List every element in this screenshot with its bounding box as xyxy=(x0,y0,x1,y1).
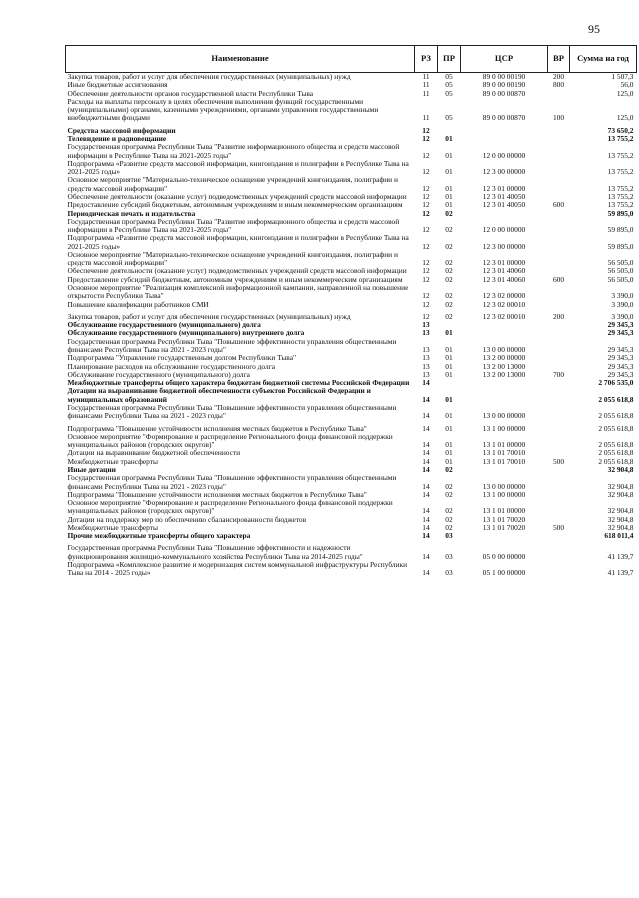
row-rz: 12 xyxy=(422,258,430,268)
row-vr xyxy=(548,160,570,177)
table-row xyxy=(66,143,637,160)
row-name: Межбюджетные трансферты общего характера бюджетам бюджетной системы Российской Федерации xyxy=(67,378,410,388)
table-row xyxy=(66,474,637,491)
row-name: Обеспечение деятельности (оказание услуг) подведомственных учреждений средств массовой информации xyxy=(67,266,407,276)
row-csr: 12 3 00 00000 xyxy=(482,167,526,177)
row-name: Обеспечение деятельности (оказание услуг) подведомственных учреждений средств массовой информации xyxy=(67,191,407,201)
row-vr xyxy=(548,176,570,193)
row-rz: 14 xyxy=(422,448,430,458)
row-csr: 13 0 00 00000 xyxy=(482,481,526,491)
row-rz: 14 xyxy=(422,531,430,541)
row-pr: 02 xyxy=(445,266,453,276)
row-name: Средства массовой информации xyxy=(67,125,176,135)
row-pr: 01 xyxy=(445,200,453,210)
row-pr: 01 xyxy=(445,440,453,450)
row-sum: 618 011,4 xyxy=(604,531,634,541)
row-vr xyxy=(548,466,570,474)
row-name: Основное мероприятие "Формирование и распределение Регионального фонда финансовой поддержки муниципальных районов (городских округов)" xyxy=(67,498,393,516)
row-name: Иные дотации xyxy=(67,464,116,474)
table-row xyxy=(66,160,637,177)
row-csr: 12 3 00 00000 xyxy=(482,241,526,251)
row-rz: 14 xyxy=(422,411,430,421)
row-csr xyxy=(461,387,548,404)
row-pr: 05 xyxy=(445,80,453,90)
row-rz: 12 xyxy=(422,266,430,276)
row-rz: 14 xyxy=(422,481,430,491)
row-pr: 02 xyxy=(445,225,453,235)
row-sum: 1 507,3 xyxy=(611,72,634,81)
row-name: Обслуживание государственного (муниципального) внутреннего долга xyxy=(67,328,305,338)
row-sum: 29 345,3 xyxy=(607,320,634,330)
row-vr: 600 xyxy=(552,274,565,284)
row-vr xyxy=(548,387,570,404)
row-sum: 2 055 618,8 xyxy=(598,423,634,433)
row-pr: 05 xyxy=(445,113,453,123)
row-sum: 41 139,7 xyxy=(607,568,634,578)
row-pr: 03 xyxy=(445,568,453,578)
row-csr: 13 1 01 70010 xyxy=(482,456,526,466)
row-sum: 2 055 618,8 xyxy=(598,411,634,421)
row-name: Периодическая печать и издательства xyxy=(67,208,196,218)
row-name: Дотации на выравнивание бюджетной обеспеченности xyxy=(67,448,241,458)
header-vr: ВР xyxy=(548,46,570,73)
header-name: Наименование xyxy=(66,46,415,73)
row-rz: 13 xyxy=(422,353,430,363)
row-pr: 02 xyxy=(445,514,453,524)
row-vr xyxy=(548,210,570,218)
header-rz: РЗ xyxy=(415,46,438,73)
row-csr xyxy=(461,321,548,329)
row-name: Подпрограмма «Комплексное развитие и модернизация систем коммунальной инфраструктуры Республики Тыва на 2014 - 2025 годы» xyxy=(67,560,408,578)
table-row xyxy=(66,404,637,421)
row-name: Межбюджетные трансферты xyxy=(67,456,158,466)
row-rz: 11 xyxy=(422,80,430,90)
row-pr: 01 xyxy=(445,369,453,379)
row-csr: 12 0 00 00000 xyxy=(482,225,526,235)
row-name: Государственная программа Республики Тыва "Повышение эффективности управления общественными финансами Республики Тыва на 2021 - 2023 годы" xyxy=(67,473,397,491)
row-sum: 59 895,0 xyxy=(607,208,634,218)
row-pr: 05 xyxy=(445,88,453,98)
row-csr: 13 1 01 00000 xyxy=(482,440,526,450)
row-vr: 200 xyxy=(552,72,565,81)
row-name: Государственная программа Республики Тыва "Развитие информационного общества и средств массовой информации в Республике Тыва на 2021-2025 годы" xyxy=(67,216,400,235)
row-pr: 02 xyxy=(445,274,453,284)
row-name: Дотации на выравнивание бюджетной обеспеченности субъектов Российской Федерации и муниципальных образований xyxy=(67,386,371,404)
row-vr: 800 xyxy=(552,80,565,90)
row-rz: 14 xyxy=(422,522,430,532)
row-name: Иные бюджетные ассигнования xyxy=(67,80,168,90)
row-name: Межбюджетные трансферты xyxy=(67,522,158,532)
row-rz: 13 xyxy=(422,320,430,330)
row-pr: 01 xyxy=(445,394,453,404)
row-name: Подпрограмма «Развитие средств массовой информации, книгоиздания и полиграфии в Республике Тыва на 2021-2025 годы» xyxy=(67,233,409,251)
row-rz: 11 xyxy=(422,113,430,123)
row-rz: 12 xyxy=(422,125,430,135)
row-csr: 89 0 00 00870 xyxy=(482,113,526,123)
row-csr: 89 0 00 00190 xyxy=(482,80,526,90)
row-vr: 700 xyxy=(552,369,565,379)
row-vr xyxy=(548,143,570,160)
row-name: Подпрограмма "Повышение устойчивости исполнения местных бюджетов в Республике Тыва" xyxy=(67,423,367,433)
row-rz: 12 xyxy=(422,208,430,218)
row-sum: 32 904,8 xyxy=(607,481,634,491)
row-vr xyxy=(548,354,570,362)
row-csr: 05 0 00 00000 xyxy=(482,551,526,561)
row-vr xyxy=(548,218,570,235)
row-pr: 01 xyxy=(445,167,453,177)
row-csr: 12 3 01 40060 xyxy=(482,274,526,284)
row-csr: 12 3 01 00000 xyxy=(482,183,526,193)
row-csr: 05 1 00 00000 xyxy=(482,568,526,578)
row-rz: 12 xyxy=(422,274,430,284)
table-row xyxy=(66,284,637,301)
row-pr: 01 xyxy=(445,411,453,421)
row-csr: 89 0 00 00190 xyxy=(482,72,526,81)
row-name: Предоставление субсидий бюджетным, автономным учреждениям и иным некоммерческим организациям xyxy=(67,274,403,284)
row-pr: 02 xyxy=(445,299,453,309)
row-csr xyxy=(461,127,548,135)
row-csr: 13 0 00 00000 xyxy=(482,411,526,421)
table-row xyxy=(66,544,637,561)
row-pr: 02 xyxy=(445,241,453,251)
row-vr xyxy=(548,379,570,387)
row-rz: 14 xyxy=(422,489,430,499)
row-vr: 100 xyxy=(552,113,565,123)
row-sum: 32 904,8 xyxy=(607,464,634,474)
budget-table xyxy=(65,45,637,578)
row-csr xyxy=(461,532,548,540)
table-row xyxy=(66,176,637,193)
row-pr: 01 xyxy=(445,448,453,458)
row-pr: 01 xyxy=(445,150,453,160)
row-csr: 13 2 00 13000 xyxy=(482,369,526,379)
row-name: Государственная программа Республики Тыва "Повышение эффективности управления общественными финансами Республики Тыва на 2021 - 2023 годы" xyxy=(67,402,397,421)
row-csr: 13 1 01 70020 xyxy=(482,522,526,532)
row-vr xyxy=(548,234,570,251)
row-vr: 500 xyxy=(552,456,565,466)
row-csr: 12 3 02 00000 xyxy=(482,291,526,301)
table-row xyxy=(66,499,637,516)
table-header xyxy=(66,46,637,73)
page-number: 95 xyxy=(588,22,600,36)
row-sum: 13 755,2 xyxy=(607,167,634,177)
row-pr: 05 xyxy=(445,72,453,81)
row-sum: 3 390,0 xyxy=(611,311,634,321)
row-pr: 01 xyxy=(445,361,453,371)
row-sum: 2 055 618,8 xyxy=(598,448,634,458)
row-csr: 12 0 00 00000 xyxy=(482,150,526,160)
row-sum: 32 904,8 xyxy=(607,489,634,499)
row-pr: 03 xyxy=(445,531,453,541)
row-name: Подпрограмма "Повышение устойчивости исполнения местных бюджетов в Республике Тыва" xyxy=(67,489,367,499)
table-row xyxy=(66,458,637,466)
table-row xyxy=(66,251,637,268)
row-pr: 02 xyxy=(445,522,453,532)
row-vr xyxy=(548,127,570,135)
row-csr: 12 3 01 40060 xyxy=(482,266,526,276)
row-sum: 41 139,7 xyxy=(607,551,634,561)
row-name: Обеспечение деятельности органов государственной власти Республики Тыва xyxy=(67,88,314,98)
row-sum: 2 706 535,0 xyxy=(598,378,634,388)
row-name: Повышение квалификации работников СМИ xyxy=(67,299,209,309)
row-name: Обслуживание государственного (муниципального) долга xyxy=(67,369,250,379)
row-csr: 13 1 01 70020 xyxy=(482,514,526,524)
row-rz: 13 xyxy=(422,328,430,338)
row-csr xyxy=(461,379,548,387)
row-rz: 12 xyxy=(422,291,430,301)
row-name: Основное мероприятие "Материально-техническое оснащение учреждений книгоиздания, полиграфии и средств массовой информации" xyxy=(67,249,398,268)
row-name: Подпрограмма "Управление государственным долгом Республики Тыва" xyxy=(67,353,296,363)
row-rz: 13 xyxy=(422,369,430,379)
table-row xyxy=(66,301,637,309)
row-sum: 13 755,2 xyxy=(607,191,634,201)
row-rz: 14 xyxy=(422,378,430,388)
row-name: Подпрограмма «Развитие средств массовой информации, книгоиздания и полиграфии в Республике Тыва на 2021-2025 годы» xyxy=(67,158,409,177)
row-rz: 14 xyxy=(422,423,430,433)
row-rz: 12 xyxy=(422,299,430,309)
row-vr: 200 xyxy=(552,311,565,321)
row-rz: 14 xyxy=(422,394,430,404)
row-pr: 02 xyxy=(445,506,453,516)
row-pr: 01 xyxy=(445,353,453,363)
row-vr xyxy=(548,135,570,143)
row-name: Закупка товаров, работ и услуг для обеспечения государственных (муниципальных) нужд xyxy=(67,72,351,81)
row-rz: 14 xyxy=(422,551,430,561)
row-sum: 59 895,0 xyxy=(607,225,634,235)
row-sum: 13 755,2 xyxy=(607,183,634,193)
row-csr: 13 2 00 00000 xyxy=(482,353,526,363)
row-sum: 29 345,3 xyxy=(607,361,634,371)
row-vr xyxy=(548,90,570,98)
row-sum: 2 055 618,8 xyxy=(598,394,634,404)
row-sum: 125,0 xyxy=(616,88,634,98)
row-name: Предоставление субсидий бюджетным, автономным учреждениям и иным некоммерческим организациям xyxy=(67,200,403,210)
row-pr xyxy=(438,379,461,387)
row-vr xyxy=(548,491,570,499)
header-sum: Сумма на год xyxy=(570,46,637,73)
row-vr xyxy=(548,284,570,301)
table-row xyxy=(66,218,637,235)
table-body xyxy=(66,73,637,578)
table-row xyxy=(66,561,637,578)
row-sum: 56,0 xyxy=(620,80,634,90)
row-pr: 03 xyxy=(445,551,453,561)
row-pr: 02 xyxy=(445,489,453,499)
row-pr: 01 xyxy=(445,328,453,338)
row-sum: 2 055 618,8 xyxy=(598,456,634,466)
row-rz: 12 xyxy=(422,183,430,193)
row-rz: 14 xyxy=(422,440,430,450)
row-vr xyxy=(548,425,570,433)
row-sum: 125,0 xyxy=(616,113,634,123)
row-vr xyxy=(548,433,570,450)
row-rz: 13 xyxy=(422,345,430,354)
row-pr: 02 xyxy=(445,481,453,491)
row-vr xyxy=(548,532,570,540)
table-row xyxy=(66,532,637,540)
row-rz: 11 xyxy=(422,88,430,98)
row-rz: 12 xyxy=(422,241,430,251)
row-pr: 02 xyxy=(445,291,453,301)
row-name: Основное мероприятие "Материально-техническое оснащение учреждений книгоиздания, полиграфии и средств массовой информации" xyxy=(67,175,398,193)
row-name: Основное мероприятие "Формирование и распределение Регионального фонда финансовой поддержки муниципальных районов (городских округов)" xyxy=(67,431,393,450)
row-csr xyxy=(461,329,548,337)
row-pr: 02 xyxy=(445,258,453,268)
row-sum: 56 505,0 xyxy=(607,266,634,276)
row-csr: 13 1 00 00000 xyxy=(482,423,526,433)
row-vr xyxy=(548,321,570,329)
row-vr xyxy=(548,251,570,268)
row-pr: 02 xyxy=(445,311,453,321)
row-vr xyxy=(548,544,570,561)
row-csr xyxy=(461,210,548,218)
row-csr: 89 0 00 00870 xyxy=(482,88,526,98)
row-rz: 12 xyxy=(422,200,430,210)
row-name: Планирование расходов на обслуживание государственного долга xyxy=(67,361,276,371)
row-sum: 13 755,2 xyxy=(607,200,634,210)
row-sum: 32 904,8 xyxy=(607,522,634,532)
row-pr: 01 xyxy=(445,345,453,354)
row-name: Государственная программа Республики Тыва "Повышение эффективности и надежности функционирования жилищно-коммунального хозяйства Республики Тыва на 2014-2025 годы" xyxy=(67,543,363,561)
row-csr: 13 1 01 00000 xyxy=(482,506,526,516)
row-name: Основное мероприятие "Реализация комплексной информационной кампании, направленной на повышение открытости Республики Тыва" xyxy=(67,283,409,301)
row-name: Обслуживание государственного (муниципального) долга xyxy=(67,320,261,330)
row-name: Дотации на поддержку мер по обеспечению сбалансированности бюджетов xyxy=(67,514,307,524)
row-name: Закупка товаров, работ и услуг для обеспечения государственных (муниципальных) нужд xyxy=(67,311,351,321)
row-sum: 29 345,3 xyxy=(607,369,634,379)
row-pr: 01 xyxy=(445,423,453,433)
row-sum: 32 904,8 xyxy=(607,506,634,516)
row-sum: 32 904,8 xyxy=(607,514,634,524)
row-vr: 500 xyxy=(552,522,565,532)
row-sum: 29 345,3 xyxy=(607,328,634,338)
row-name: Государственная программа Республики Тыва "Повышение эффективности управления общественными финансами Республики Тыва на 2021 - 2023 годы" xyxy=(67,336,397,354)
row-pr: 01 xyxy=(445,133,453,143)
row-pr: 01 xyxy=(445,456,453,466)
row-csr xyxy=(461,466,548,474)
row-vr xyxy=(548,301,570,309)
row-sum: 3 390,0 xyxy=(611,291,634,301)
table-row xyxy=(66,98,637,123)
table-row xyxy=(66,387,637,404)
header-pr: ПР xyxy=(438,46,461,73)
table-row xyxy=(66,234,637,251)
row-csr: 13 1 00 00000 xyxy=(482,489,526,499)
row-sum: 29 345,3 xyxy=(607,353,634,363)
row-pr: 02 xyxy=(445,208,453,218)
row-sum: 13 755,2 xyxy=(607,133,634,143)
row-csr: 12 3 02 00010 xyxy=(482,311,526,321)
row-rz: 12 xyxy=(422,150,430,160)
row-rz: 14 xyxy=(422,568,430,578)
row-rz: 12 xyxy=(422,191,430,201)
row-name: Прочие межбюджетные трансферты общего характера xyxy=(67,531,251,541)
row-sum: 29 345,3 xyxy=(607,345,634,354)
row-csr: 13 1 01 70010 xyxy=(482,448,526,458)
row-rz: 12 xyxy=(422,133,430,143)
row-pr: 01 xyxy=(445,183,453,193)
table-row xyxy=(66,433,637,450)
row-csr xyxy=(461,135,548,143)
row-vr xyxy=(548,404,570,421)
row-vr xyxy=(548,474,570,491)
header-csr: ЦСР xyxy=(461,46,548,73)
row-csr: 13 2 00 13000 xyxy=(482,361,526,371)
row-csr: 12 3 01 40050 xyxy=(482,191,526,201)
row-name: Телевидение и радиовещание xyxy=(67,133,167,143)
row-csr: 13 0 00 00000 xyxy=(482,345,526,354)
row-vr xyxy=(548,561,570,578)
row-vr xyxy=(548,338,570,355)
row-rz: 14 xyxy=(422,506,430,516)
row-rz: 11 xyxy=(422,72,430,81)
row-sum: 59 895,0 xyxy=(607,241,634,251)
row-pr: 01 xyxy=(445,191,453,201)
row-csr: 12 3 01 00000 xyxy=(482,258,526,268)
row-rz: 12 xyxy=(422,225,430,235)
row-name: Государственная программа Республики Тыва "Развитие информационного общества и средств массовой информации в Республике Тыва на 2021-2025 годы" xyxy=(67,142,400,160)
row-rz: 14 xyxy=(422,456,430,466)
row-sum: 56 505,0 xyxy=(607,274,634,284)
row-vr xyxy=(548,499,570,516)
row-rz: 14 xyxy=(422,464,430,474)
row-rz: 13 xyxy=(422,361,430,371)
table-row xyxy=(66,338,637,355)
row-sum: 3 390,0 xyxy=(611,299,634,309)
row-rz: 12 xyxy=(422,167,430,177)
row-sum: 73 650,2 xyxy=(607,125,634,135)
row-rz: 14 xyxy=(422,514,430,524)
row-rz: 12 xyxy=(422,311,430,321)
row-vr: 600 xyxy=(552,200,565,210)
row-name: Расходы на выплаты персоналу в целях обеспечения выполнения функций государственными (муниципальными) органами, казенными учреждениями, органами управления государственными внебюджетными фондами xyxy=(67,96,379,123)
row-sum: 56 505,0 xyxy=(607,258,634,268)
row-csr: 12 3 02 00010 xyxy=(482,299,526,309)
row-sum: 2 055 618,8 xyxy=(598,440,634,450)
row-vr xyxy=(548,329,570,337)
row-sum: 13 755,2 xyxy=(607,150,634,160)
row-csr: 12 3 01 40050 xyxy=(482,200,526,210)
row-pr: 02 xyxy=(445,464,453,474)
